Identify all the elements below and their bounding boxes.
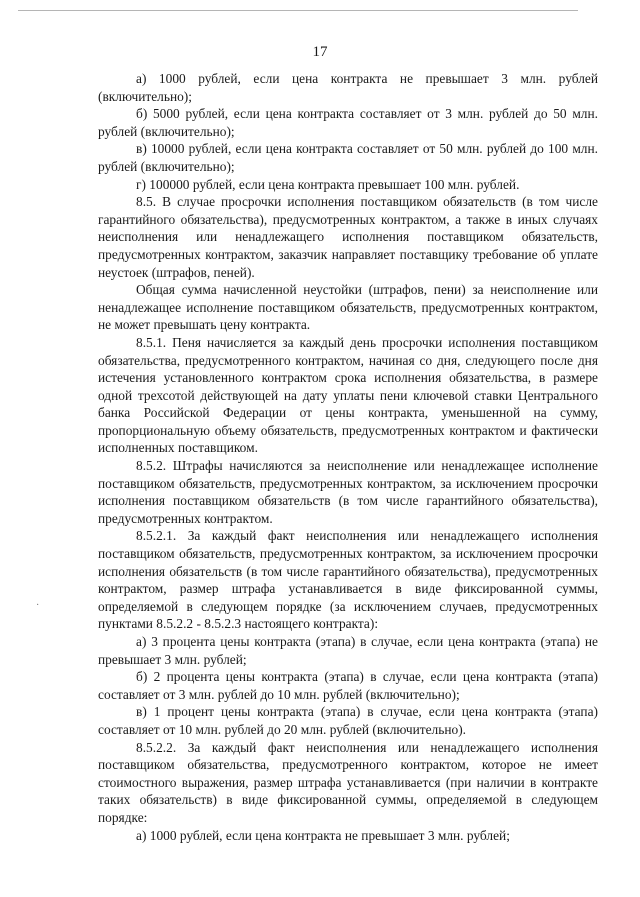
top-edge-rule [18,10,578,11]
paragraph-7: 8.5.1. Пеня начисляется за каждый день просрочки исполнения поставщиком обязательства, предусмотренного контрактом, начиная со дня, следующего после дня истечения установленного контрактом срока исполнения обязательства, в размере одной трехсотой действующей на дату уплаты пени ключевой ставки Центрального банка Российской Федерации от цены контракта, уменьшенной на сумму, пропорциональную объему обязательств, предусмотренных контрактом и фактически исполненных поставщиком. [98,334,598,456]
paragraph-9: 8.5.2.1. За каждый факт неисполнения или ненадлежащего исполнения поставщиком обязательств, предусмотренных контрактом, за исключением просрочки исполнения обязательств (в том числе гарантийного обязательства), предусмотренных контрактом, размер штрафа устанавливается в виде фиксированной суммы, определяемой в следующем порядке (за исключением случаев, предусмотренных пунктами 8.5.2.2 - 8.5.2.3 настоящего контракта): [98,528,598,632]
paragraph-10: а) 3 процента цены контракта (этапа) в случае, если цена контракта (этапа) не превышает 3 млн. рублей; [98,634,598,667]
paragraph-8: 8.5.2. Штрафы начисляются за неисполнение или ненадлежащее исполнение поставщиком обязательств, предусмотренных контрактом, за исключением просрочки исполнения поставщиком обязательств (в том числе гарантийного обязательства), предусмотренных контрактом. [98,458,598,526]
paragraph-5: 8.5. В случае просрочки исполнения поставщиком обязательств (в том числе гарантийного обязательства), предусмотренных контрактом, а также в иных случаях неисполнения или ненадлежащего исполнения поставщиком обязательств, предусмотренных контрактом, заказчик направляет поставщику требование об уплате неустоек (штрафов, пеней). [98,194,598,280]
paragraph-14: а) 1000 рублей, если цена контракта не превышает 3 млн. рублей; [136,827,510,843]
paragraph-11: б) 2 процента цены контракта (этапа) в случае, если цена контракта (этапа) составляет от 3 млн. рублей до 10 млн. рублей (включительно); [98,669,598,702]
page-number: 17 [312,44,328,60]
paragraph-3: в) 10000 рублей, если цена контракта составляет от 50 млн. рублей до 100 млн. рублей (включительно); [98,141,598,174]
paragraph-6: Общая сумма начисленной неустойки (штрафов, пени) за неисполнение или ненадлежащее исполнение поставщиком обязательств, предусмотренных контрактом, не может превышать цену контракта. [98,282,598,333]
scan-dot-mark: · [36,600,40,611]
paragraph-4: г) 100000 рублей, если цена контракта превышает 100 млн. рублей. [136,176,520,192]
paragraph-12: в) 1 процент цены контракта (этапа) в случае, если цена контракта (этапа) составляет от 10 млн. рублей до 20 млн. рублей (включительно). [98,704,598,737]
paragraph-1: а) 1000 рублей, если цена контракта не превышает 3 млн. рублей (включительно); [98,71,598,104]
paragraph-2: б) 5000 рублей, если цена контракта составляет от 3 млн. рублей до 50 млн. рублей (включительно); [98,106,598,139]
document-body [98,70,598,844]
paragraph-13: 8.5.2.2. За каждый факт неисполнения или ненадлежащего исполнения поставщиком обязательства, предусмотренного контрактом, которое не имеет стоимостного выражения, размер штрафа устанавливается (при наличии в контракте таких обязательств) в виде фиксированной суммы, определяемой в следующем порядке: [98,739,598,825]
